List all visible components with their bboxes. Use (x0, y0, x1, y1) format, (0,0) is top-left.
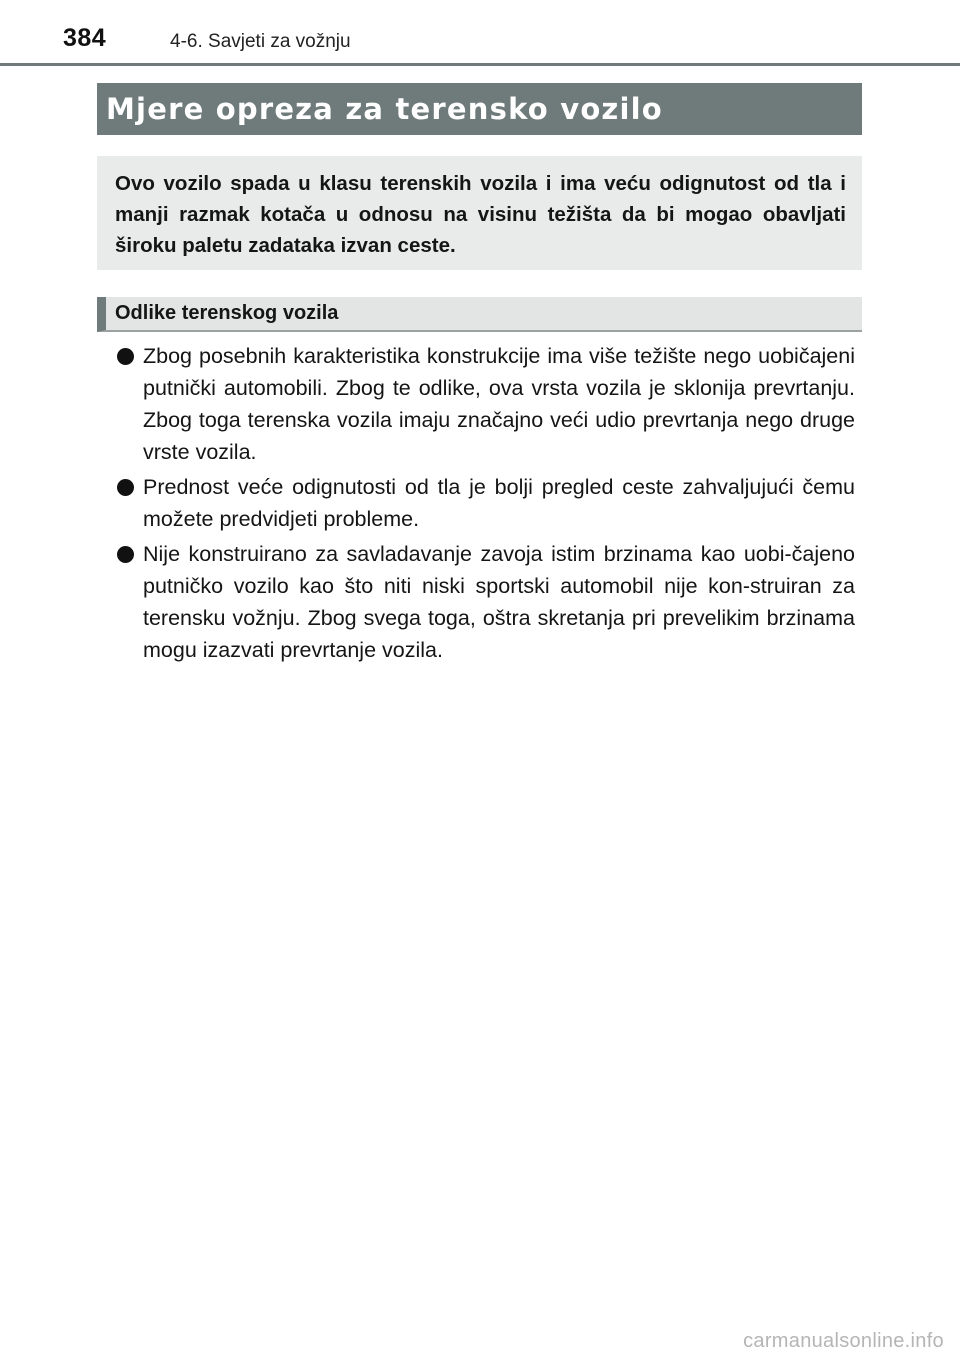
intro-box (97, 156, 862, 270)
header-rule (0, 63, 960, 66)
intro-text: Ovo vozilo spada u klasu terenskih vozila i ima veću odignutost od tla i manji razmak kotača u odnosu na visinu težišta da bi mogao obavljati široku paletu zadataka izvan ceste. (115, 172, 846, 257)
section-reference: 4-6. Savjeti za vožnju (170, 31, 351, 52)
bullet-icon (117, 348, 134, 365)
watermark: carmanualsonline.info (743, 1330, 944, 1352)
list-item (117, 538, 855, 666)
bullet-text: Nije konstruirano za savladavanje zavoja istim brzinama kao uobi-čajeno putničko vozilo kao što niti niski sportski automobil nije kon-struiran za terensku vožnju. Zbog svega toga, oštra skretanja pri prevelikim brzinama mogu izazvati prevrtanje vozila. (143, 542, 855, 662)
bullet-icon (117, 546, 134, 563)
bullet-list (117, 340, 855, 669)
subsection-heading-bar (97, 297, 862, 332)
page-title: Mjere opreza za terensko vozilo (106, 92, 663, 126)
page-header (0, 0, 960, 66)
bullet-text: Zbog posebnih karakteristika konstrukcije ima više težište nego uobičajeni putnički automobili. Zbog te odlike, ova vrsta vozila je sklonija prevrtanju. Zbog toga terenska vozila imaju značajno veći udio prevrtanja nego druge vrste vozila. (143, 344, 855, 464)
bullet-text: Prednost veće odignutosti od tla je bolji pregled ceste zahvaljujući čemu možete predvidjeti probleme. (143, 475, 855, 531)
subsection-heading: Odlike terenskog vozila (115, 302, 339, 324)
bullet-icon (117, 479, 134, 496)
list-item (117, 340, 855, 468)
page-number: 384 (63, 24, 107, 52)
list-item (117, 471, 855, 535)
page-title-bar (97, 83, 862, 135)
